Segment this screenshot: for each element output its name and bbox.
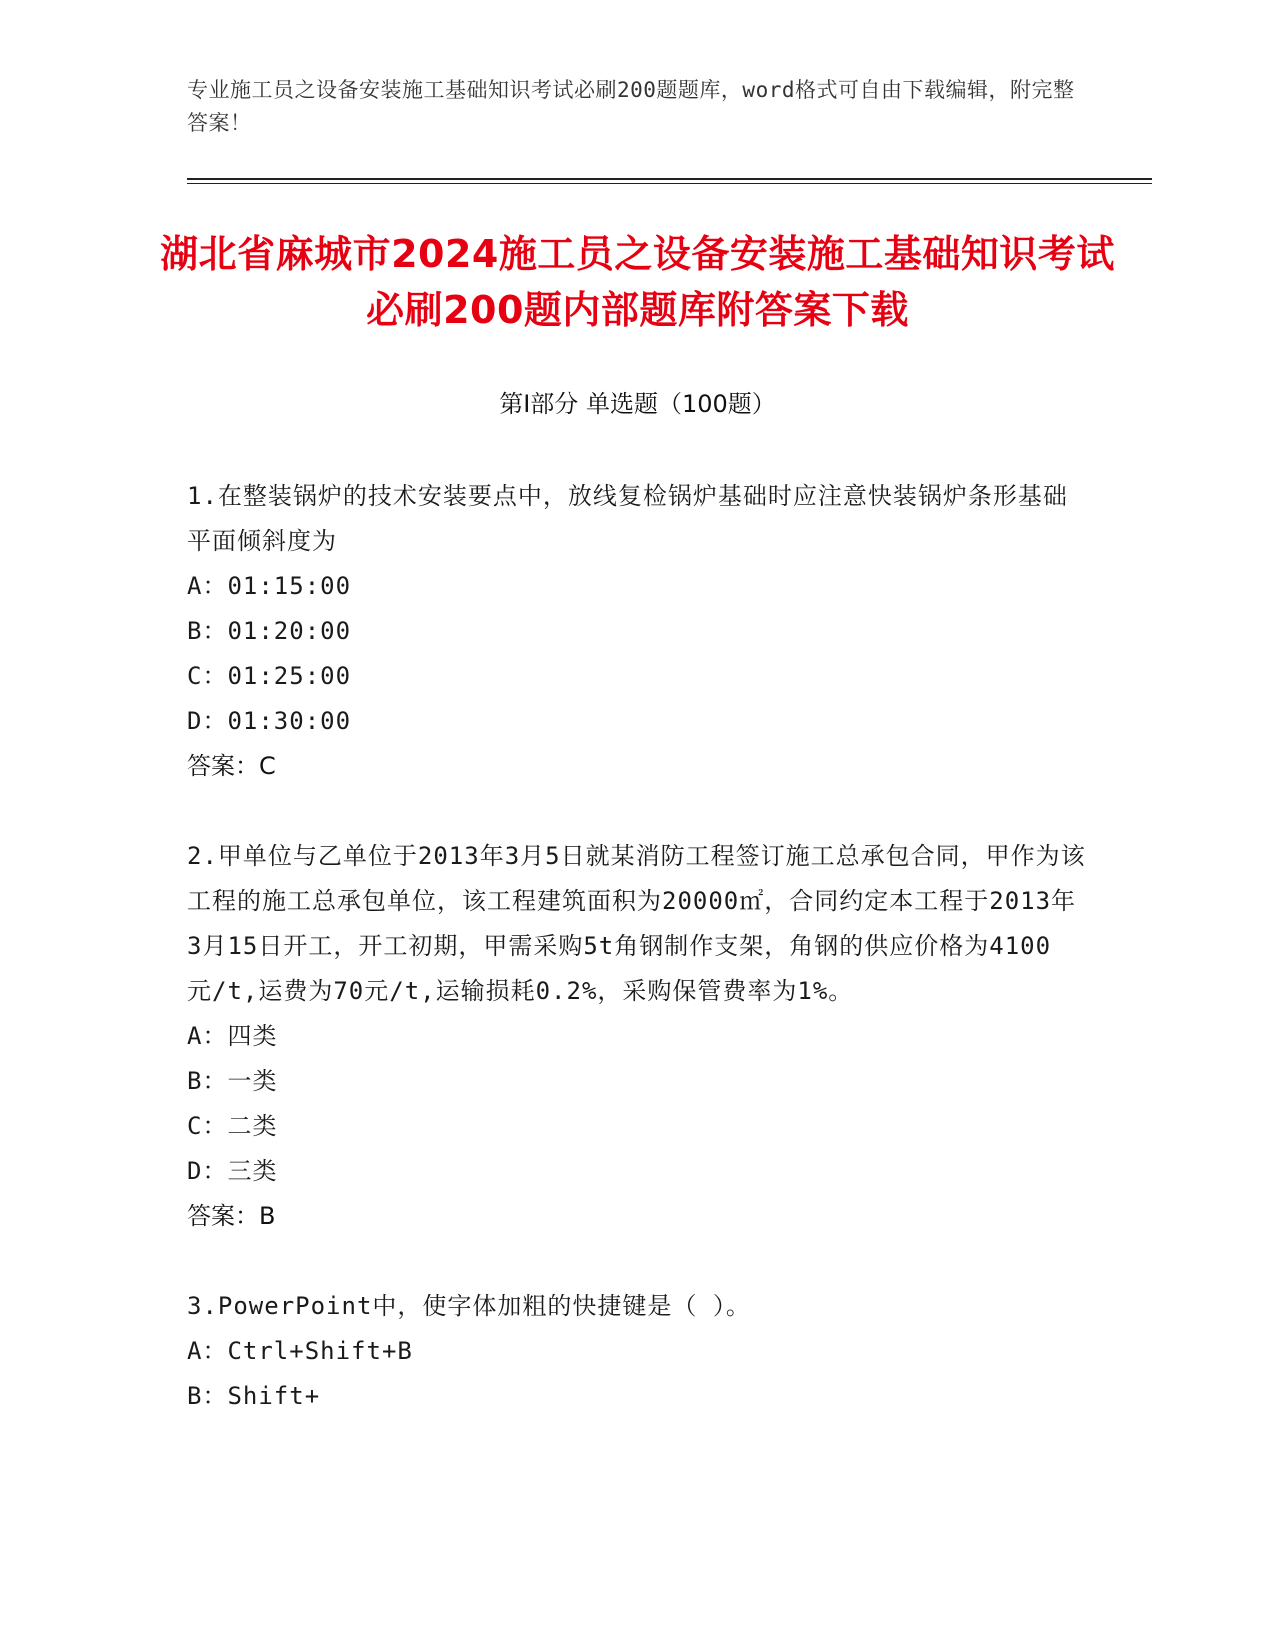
question-2 <box>187 834 1087 1239</box>
question-text: 3.PowerPoint中，使字体加粗的快捷键是（ ）。 <box>187 1292 751 1320</box>
question-list <box>187 474 1087 1464</box>
question-text: 1.在整装锅炉的技术安装要点中，放线复检锅炉基础时应注意快装锅炉条形基础平面倾斜度为 <box>187 482 1068 555</box>
question-1 <box>187 474 1087 789</box>
document-title: 湖北省麻城市2024施工员之设备安装施工基础知识考试必刷200题内部题库附答案下载 <box>160 232 1115 332</box>
section-title: 第Ⅰ部分 单选题（100题） <box>499 390 776 418</box>
header-note: 专业施工员之设备安装施工基础知识考试必刷200题题库，word格式可自由下载编辑，附完整答案！ <box>187 78 1075 135</box>
option-d: D：三类 <box>187 1157 278 1185</box>
option-c: C：01:25:00 <box>187 662 352 690</box>
option-d: D：01:30:00 <box>187 707 352 735</box>
option-b: B：一类 <box>187 1067 278 1095</box>
option-a: A：01:15:00 <box>187 572 352 600</box>
option-b: B：Shift+ <box>187 1382 321 1410</box>
question-text: 2.甲单位与乙单位于2013年3月5日就某消防工程签订施工总承包合同，甲作为该工程的施工总承包单位，该工程建筑面积为20000㎡，合同约定本工程于2013年3月15日开工，开工初期，甲需采购5t角钢制作支架，角钢的供应价格为4100元/t,运费为70元/t,运输损耗0.2%，采购保管费率为1%。 <box>187 842 1086 1005</box>
option-b: B：01:20:00 <box>187 617 352 645</box>
option-c: C：二类 <box>187 1112 278 1140</box>
option-a: A：四类 <box>187 1022 278 1050</box>
answer: 答案：C <box>187 752 276 780</box>
answer: 答案：B <box>187 1202 276 1230</box>
header-divider-thick <box>187 178 1152 180</box>
option-a: A：Ctrl+Shift+B <box>187 1337 413 1365</box>
question-3 <box>187 1284 1087 1419</box>
header-divider-thin <box>187 183 1152 184</box>
